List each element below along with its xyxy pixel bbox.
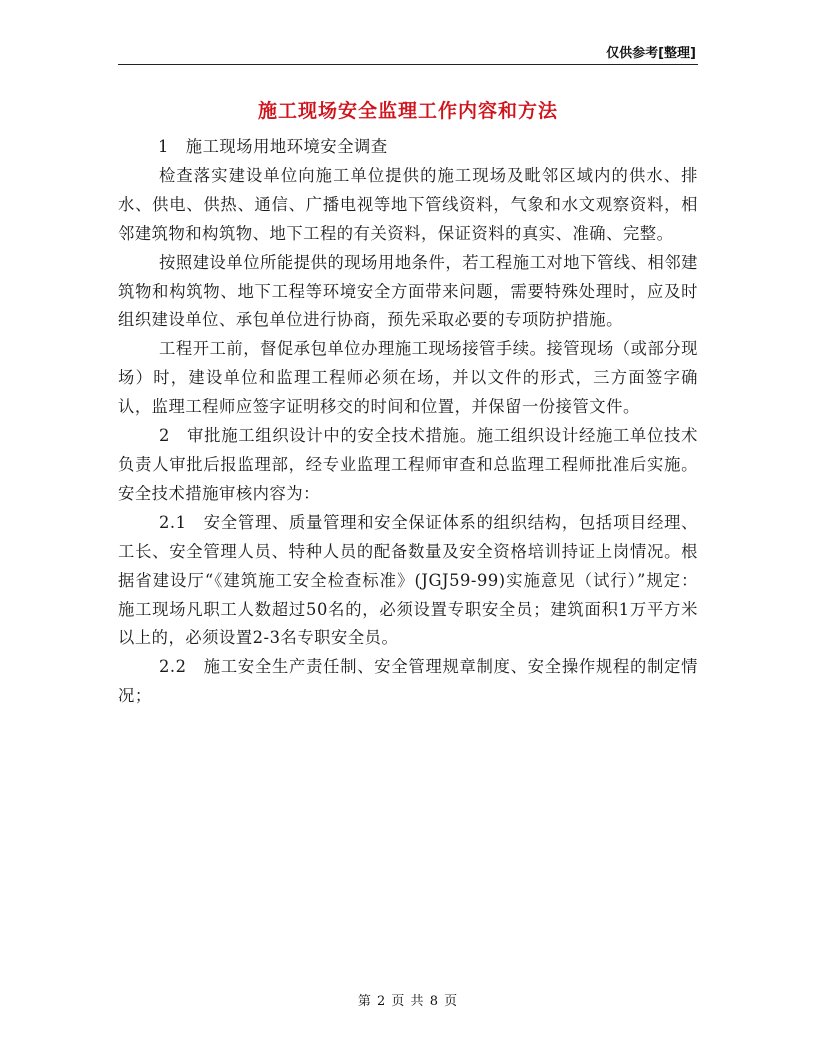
header-note: 仅供参考[整理] bbox=[606, 46, 696, 61]
section-heading-1: 1 施工现场用地环境安全调查 bbox=[158, 137, 388, 156]
document-body bbox=[118, 133, 698, 711]
paragraph-2: 按照建设单位所能提供的现场用地条件，若工程施工对地下管线、相邻建筑物和构筑物、地下工程等环境安全方面带来问题，需要特殊处理时，应及时组织建设单位、承包单位进行协商，预先采取必要的专项防护措施。 bbox=[118, 252, 698, 330]
header-divider bbox=[118, 64, 698, 65]
page-number: 第 2 页 共 8 页 bbox=[357, 994, 459, 1009]
paragraph-5: 2.1 安全管理、质量管理和安全保证体系的组织结构，包括项目经理、工长、安全管理人员、特种人员的配备数量及安全资格培训持证上岗情况。根据省建设厅“《建筑施工安全检查标准》(JGJ59-99)实施意见（试行）”规定：施工现场凡职工人数超过50名的，必须设置专职安全员；建筑面积1万平方米以上的，必须设置2-3名专职安全员。 bbox=[118, 512, 698, 648]
paragraph-4: 2 审批施工组织设计中的安全技术措施。施工组织设计经施工单位技术负责人审批后报监理部，经专业监理工程师审查和总监理工程师批准后实施。安全技术措施审核内容为： bbox=[118, 426, 698, 503]
paragraph-1: 检查落实建设单位向施工单位提供的施工现场及毗邻区域内的供水、排水、供电、供热、通信、广播电视等地下管线资料，气象和水文观察资料，相邻建筑物和构筑物、地下工程的有关资料，保证资料的真实、准确、完整。 bbox=[118, 165, 698, 243]
document-title: 施工现场安全监理工作内容和方法 bbox=[257, 100, 558, 122]
paragraph-3: 工程开工前，督促承包单位办理施工现场接管手续。接管现场（或部分现场）时，建设单位和监理工程师必须在场，并以文件的形式，三方面签字确认，监理工程师应签字证明移交的时间和位置，并保留一份接管文件。 bbox=[118, 339, 698, 417]
paragraph-6: 2.2 施工安全生产责任制、安全管理规章制度、安全操作规程的制定情况； bbox=[118, 657, 698, 706]
